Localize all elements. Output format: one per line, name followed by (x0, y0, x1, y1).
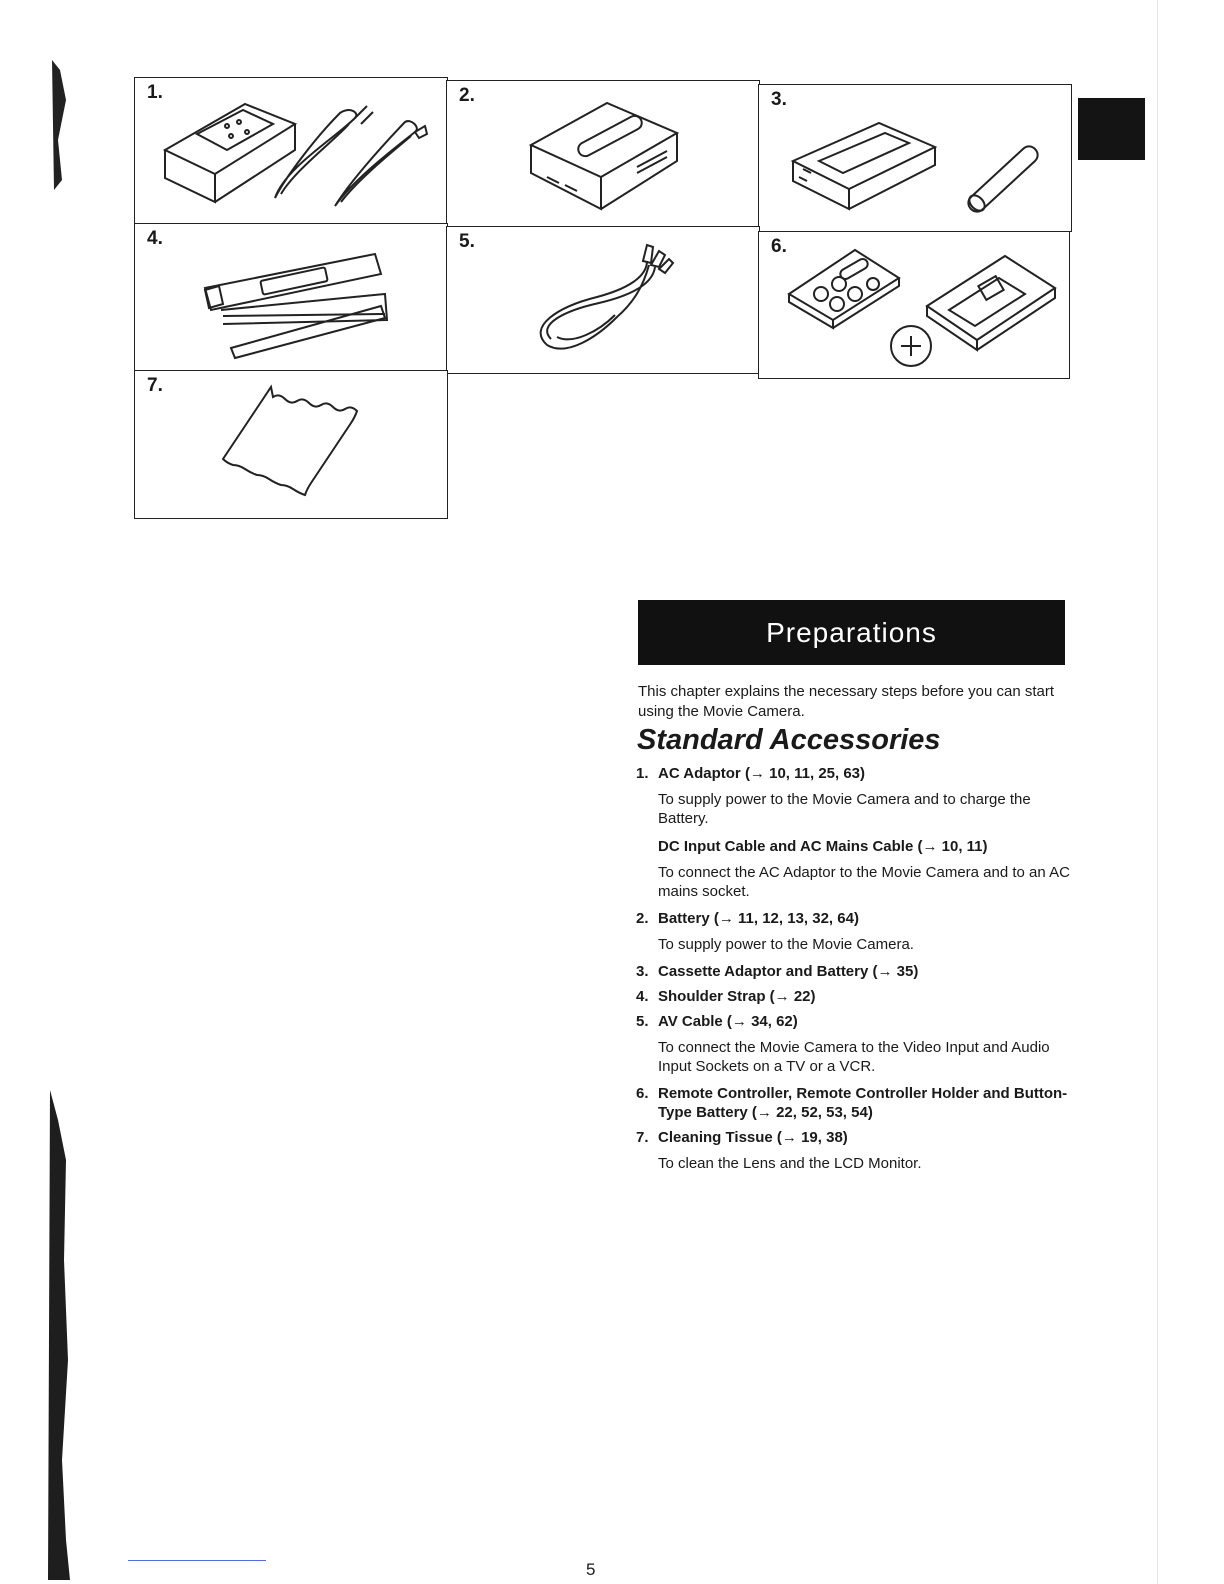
item-description: To supply power to the Movie Camera and to charge the Battery. (658, 791, 1031, 827)
scan-bottom-line (128, 1560, 266, 1561)
figure-cell-battery (446, 80, 760, 228)
list-item (636, 1012, 1076, 1078)
list-item (636, 962, 1076, 981)
ac-adaptor-icon (135, 78, 449, 226)
item-description: To connect the Movie Camera to the Video Input and Audio Input Sockets on a TV or a VCR. (658, 1039, 1050, 1075)
chapter-tab-marker (1078, 98, 1145, 160)
list-item (636, 764, 1076, 903)
figure-cell-number: 3. (771, 89, 787, 110)
item-number: 5. (636, 1013, 649, 1030)
figure-cell-av-cable (446, 226, 760, 374)
figure-cell-number: 7. (147, 375, 163, 396)
cleaning-tissue-icon (135, 371, 449, 520)
item-number: 3. (636, 963, 649, 980)
figure-cell-number: 5. (459, 231, 475, 252)
figure-cell-ac-adaptor (134, 77, 448, 225)
section-heading: Standard Accessories (637, 724, 941, 756)
scan-edge-shadow (48, 60, 70, 1580)
item-title: Battery (→ 11, 12, 13, 32, 64) (658, 910, 859, 927)
item-description: To clean the Lens and the LCD Monitor. (658, 1155, 922, 1172)
item-number: 6. (636, 1085, 649, 1102)
chapter-title: Preparations (766, 616, 937, 648)
item-title: AV Cable (→ 34, 62) (658, 1013, 798, 1030)
remote-controller-icon (759, 232, 1071, 380)
figure-cell-number: 2. (459, 85, 475, 106)
item-number: 7. (636, 1129, 649, 1146)
cassette-adaptor-icon (759, 85, 1073, 233)
item-description: To supply power to the Movie Camera. (658, 936, 914, 953)
av-cable-icon (447, 227, 761, 375)
item-number: 2. (636, 910, 649, 927)
figure-cell-number: 6. (771, 236, 787, 257)
page-number: 5 (586, 1560, 596, 1579)
item-sub-description: To connect the AC Adaptor to the Movie Camera and to an AC mains socket. (658, 864, 1070, 900)
item-number: 4. (636, 988, 649, 1005)
item-subtitle: DC Input Cable and AC Mains Cable (→ 10, 11) (658, 838, 988, 855)
item-title: AC Adaptor (→ 10, 11, 25, 63) (658, 765, 866, 782)
list-item (636, 1128, 1076, 1175)
shoulder-strap-icon (135, 224, 449, 372)
figure-cell-cassette-adaptor (758, 84, 1072, 232)
intro-paragraph: This chapter explains the necessary steps before you can start using the Movie Camera. (638, 683, 1055, 720)
figure-cell-number: 4. (147, 228, 163, 249)
item-title: Shoulder Strap (→ 22) (658, 988, 816, 1005)
scan-margin-line (1157, 0, 1158, 1584)
battery-icon (447, 81, 761, 229)
item-number: 1. (636, 765, 649, 782)
figure-cell-remote-controller (758, 231, 1070, 379)
list-item (636, 987, 1076, 1006)
figure-cell-shoulder-strap (134, 223, 448, 371)
accessories-list (636, 764, 1076, 1181)
list-item (636, 1084, 1076, 1122)
item-title: Cassette Adaptor and Battery (→ 35) (658, 963, 919, 980)
figure-cell-number: 1. (147, 82, 163, 103)
item-title: Cleaning Tissue (→ 19, 38) (658, 1129, 848, 1146)
figure-cell-cleaning-tissue (134, 370, 448, 519)
chapter-banner (638, 600, 1065, 665)
item-title: Remote Controller, Remote Controller Holder and Button-Type Battery (→ 22, 52, 53, 54) (658, 1085, 1068, 1121)
list-item (636, 909, 1076, 956)
